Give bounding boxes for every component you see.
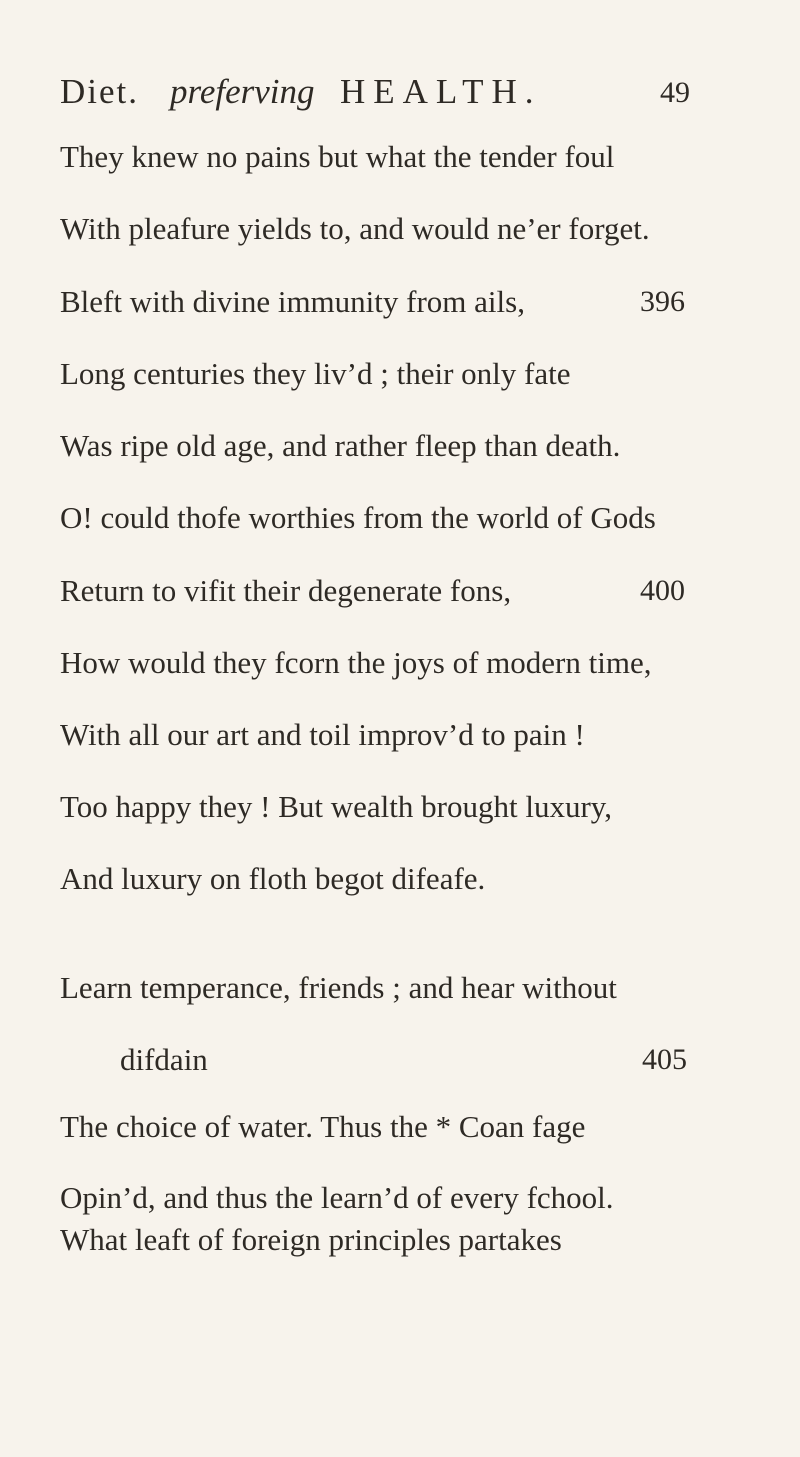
verse-line: With pleafure yields to, and would ne’er forget. [60, 211, 650, 246]
verse-line: O! could thofe worthies from the world of Gods [60, 500, 656, 535]
line-number-400: 400 [640, 574, 685, 607]
verse-line: How would they fcorn the joys of modern time, [60, 645, 652, 680]
verse-line: What leaft of foreign principles partakes [60, 1222, 562, 1257]
verse-line: Opin’d, and thus the learn’d of every fchool. [60, 1180, 614, 1215]
header-title-preserving: preferving [170, 72, 315, 111]
verse-line-continuation: difdain [120, 1042, 208, 1077]
verse-line: Learn temperance, friends ; and hear without [60, 970, 617, 1005]
verse-line: They knew no pains but what the tender foul [60, 139, 615, 174]
verse-line: And luxury on floth begot difeafe. [60, 861, 486, 896]
verse-line: Long centuries they liv’d ; their only fate [60, 356, 571, 391]
verse-line: Bleft with divine immunity from ails, [60, 284, 525, 319]
page-number: 49 [660, 76, 690, 109]
verse-line: With all our art and toil improv’d to pain ! [60, 717, 585, 752]
header-title-diet: Diet. [60, 72, 140, 111]
verse-line: The choice of water. Thus the * Coan fage [60, 1109, 586, 1144]
line-number-396: 396 [640, 285, 685, 318]
header-title-health: HEALTH. [340, 72, 542, 111]
running-header [60, 72, 690, 122]
verse-line: Too happy they ! But wealth brought luxury, [60, 789, 613, 824]
verse-line: Was ripe old age, and rather fleep than death. [60, 428, 621, 463]
line-number-405: 405 [642, 1043, 687, 1076]
verse-line: Return to vifit their degenerate fons, [60, 573, 512, 608]
